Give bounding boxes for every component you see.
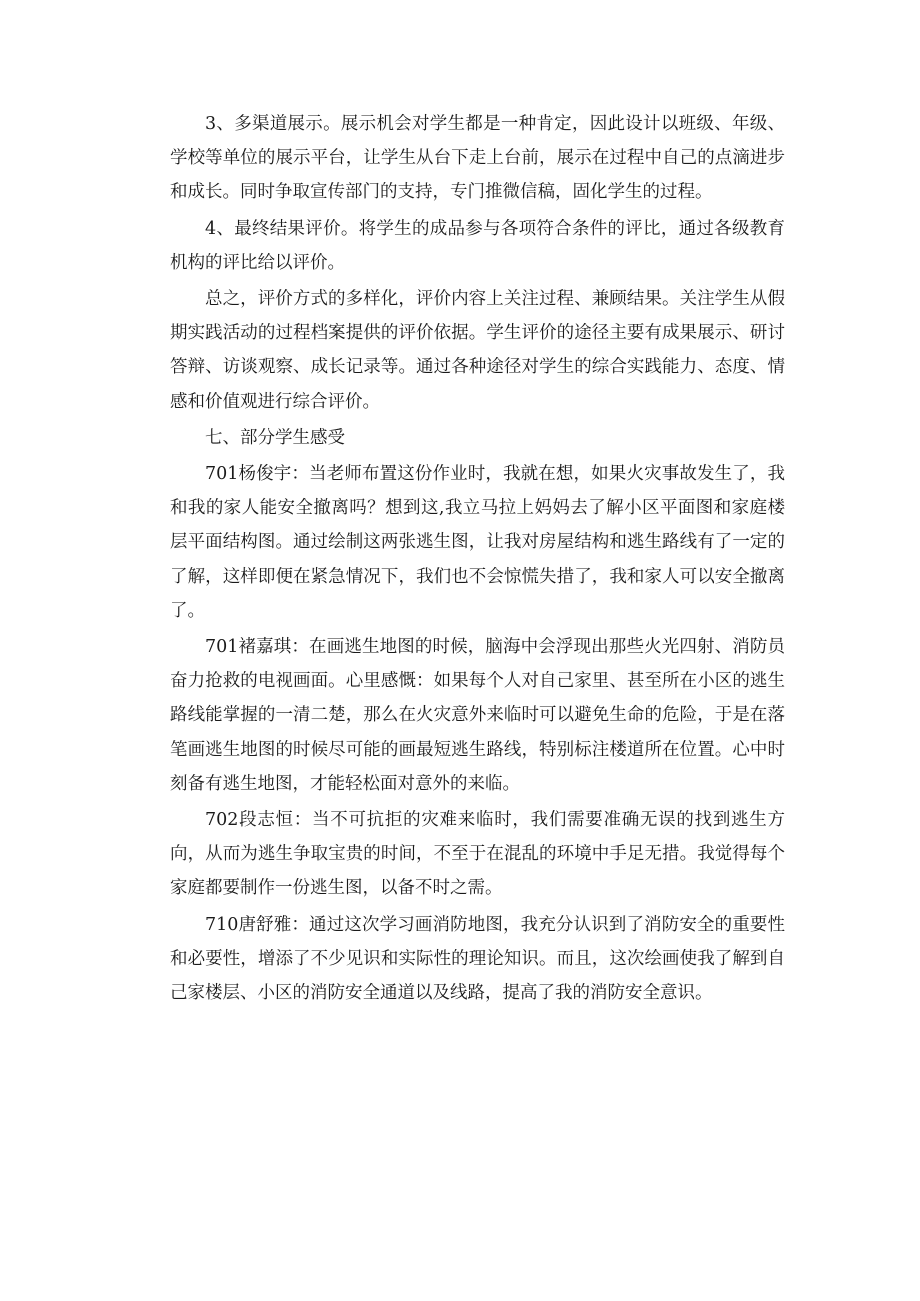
feedback-paragraph-yang: 701杨俊宇：当老师布置这份作业时，我就在想，如果火灾事故发生了，我和我的家人能安全撤离吗？想到这,我立马拉上妈妈去了解小区平面图和家庭楼层平面结构图。通过绘制这两张逃生图，让我对房屋结构和逃生路线有了一定的了解，这样即便在紧急情况下，我们也不会惊慌失措了，我和家人可以安全撤离了。 xyxy=(170,464,785,621)
paragraph-summary: 总之，评价方式的多样化，评价内容上关注过程、兼顾结果。关注学生从假期实践活动的过程档案提供的评价依据。学生评价的途径主要有成果展示、研讨答辩、访谈观察、成长记录等。通过各种途径对学生的综合实践能力、态度、情感和价值观进行综合评价。 xyxy=(170,289,785,412)
feedback-paragraph-duan: 702段志恒：当不可抗拒的灾难来临时，我们需要准确无误的找到逃生方向，从而为逃生争取宝贵的时间，不至于在混乱的环境中手足无措。我觉得每个家庭都要制作一份逃生图，以备不时之需。 xyxy=(170,810,785,899)
document-body xyxy=(170,107,785,1012)
paragraph-final-evaluation: 4、最终结果评价。将学生的成品参与各项符合条件的评比，通过各级教育机构的评比给以评价。 xyxy=(170,218,785,273)
section-heading: 七、部分学生感受 xyxy=(205,427,345,448)
feedback-paragraph-tang: 710唐舒雅：通过这次学习画消防地图，我充分认识到了消防安全的重要性和必要性，增添了不少见识和实际性的理论知识。而且，这次绘画使我了解到自己家楼层、小区的消防安全通道以及线路，提高了我的消防安全意识。 xyxy=(170,914,785,1004)
feedback-paragraph-chu: 701褚嘉琪：在画逃生地图的时候，脑海中会浮现出那些火光四射、消防员奋力抢救的电视画面。心里感慨：如果每个人对自己家里、甚至所在小区的逃生路线能掌握的一清二楚，那么在火灾意外来临时可以避免生命的危险，于是在落笔画逃生地图的时候尽可能的画最短逃生路线，特别标注楼道所在位置。心中时刻备有逃生地图，才能轻松面对意外的来临。 xyxy=(170,637,785,794)
paragraph-multichannel-display: 3、多渠道展示。展示机会对学生都是一种肯定，因此设计以班级、年级、学校等单位的展示平台，让学生从台下走上台前，展示在过程中自己的点滴进步和成长。同时争取宣传部门的支持，专门推微信稿，固化学生的过程。 xyxy=(170,114,785,203)
